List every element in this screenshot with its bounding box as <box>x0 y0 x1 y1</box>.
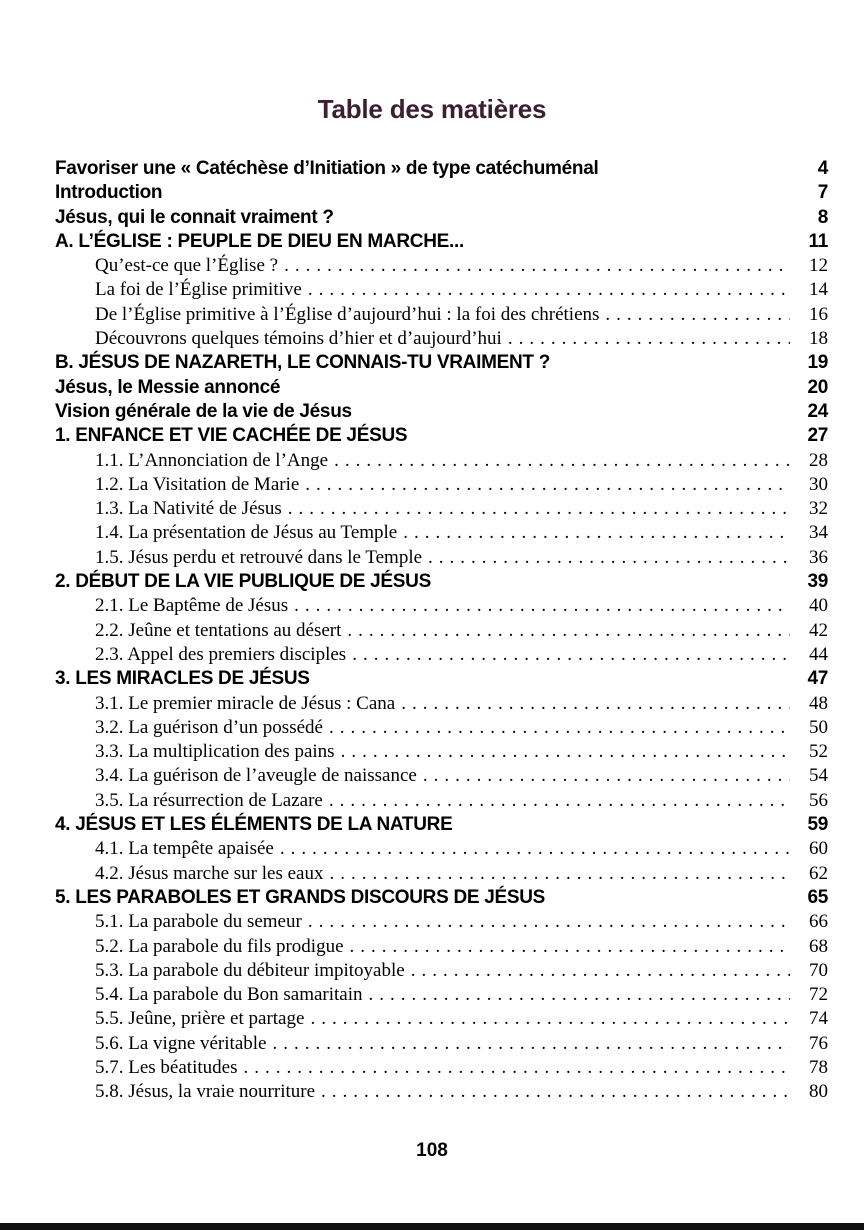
toc-entry-label: 5.1. La parabole du semeur <box>95 911 302 933</box>
toc-entry-label: 5. LES PARABOLES ET GRANDS DISCOURS DE JÉSUS <box>55 886 546 908</box>
dot-leader <box>288 594 790 618</box>
toc-entry-label: 1.1. L’Annonciation de l’Ange <box>95 449 329 471</box>
toc-entry <box>55 570 828 594</box>
footer-page-number: 108 <box>416 1140 448 1161</box>
toc-entry-label: 3.2. La guérison d’un possédé <box>95 716 323 738</box>
toc-entry <box>55 594 828 618</box>
toc-entry-page-number: 7 <box>817 182 828 204</box>
toc-entry-page-number: 39 <box>807 571 828 593</box>
toc-entry <box>55 667 828 691</box>
toc-entry-page-number: 20 <box>807 376 828 398</box>
toc-entry <box>55 740 828 764</box>
toc-entry-label: A. L’ÉGLISE : PEUPLE DE DIEU EN MARCHE... <box>55 230 464 252</box>
toc-entry-label: 2.3. Appel des premiers disciples <box>95 643 347 665</box>
toc-entry-label: 3.3. La multiplication des pains <box>95 741 335 763</box>
toc-entry-label: 4. JÉSUS ET LES ÉLÉMENTS DE LA NATURE <box>55 814 453 836</box>
toc-entry-label: 3.5. La résurrection de Lazare <box>95 789 323 811</box>
toc-entry-label: 3. LES MIRACLES DE JÉSUS <box>55 668 310 690</box>
toc-entry-page-number: 36 <box>809 546 828 568</box>
dot-leader <box>344 935 790 959</box>
toc-entry-label: 3.4. La guérison de l’aveugle de naissance <box>95 765 417 787</box>
toc-entry <box>55 449 828 473</box>
toc-entry-page-number: 48 <box>809 692 828 714</box>
dot-leader <box>346 643 790 667</box>
toc-entry-page-number: 74 <box>809 1008 828 1030</box>
toc-entry-page-number: 40 <box>809 595 828 617</box>
dot-leader <box>363 983 790 1007</box>
toc-entry-label: 5.6. La vigne véritable <box>95 1032 267 1054</box>
toc-entry <box>55 716 828 740</box>
toc-entry-page-number: 78 <box>809 1056 828 1078</box>
toc-entry-page-number: 19 <box>807 352 828 374</box>
dot-leader <box>323 716 790 740</box>
toc-entry-page-number: 4 <box>817 158 828 179</box>
toc-entry-page-number: 80 <box>809 1081 828 1103</box>
toc-entry-label: 5.8. Jésus, la vraie nourriture <box>95 1081 316 1103</box>
toc-entry-label: Favoriser une « Catéchèse d’Initiation » de type catéchuménal <box>55 158 599 179</box>
toc-entry <box>55 692 828 716</box>
toc-entry <box>55 983 828 1007</box>
toc-entry-label: 1. ENFANCE ET VIE CACHÉE DE JÉSUS <box>55 425 408 447</box>
toc-entry <box>55 376 828 400</box>
toc-entry-label: La foi de l’Église primitive <box>95 279 302 301</box>
toc-entry <box>55 254 828 278</box>
toc-entry-label: 2.2. Jeûne et tentations au désert <box>95 619 342 641</box>
toc-entry-label: 1.3. La Nativité de Jésus <box>95 498 282 520</box>
dot-leader <box>274 837 790 861</box>
toc-entry-page-number: 59 <box>807 814 828 836</box>
toc-entry-page-number: 42 <box>809 619 828 641</box>
dot-leader <box>599 303 790 327</box>
dot-leader <box>395 692 790 716</box>
toc-entry-label: 1.5. Jésus perdu et retrouvé dans le Temple <box>95 546 423 568</box>
toc-entry-page-number: 34 <box>809 522 828 544</box>
dot-leader <box>341 619 790 643</box>
toc-entry <box>55 278 828 302</box>
toc-entry <box>55 473 828 497</box>
toc-entry-page-number: 47 <box>807 668 828 690</box>
toc-entry-label: 5.5. Jeûne, prière et partage <box>95 1008 305 1030</box>
dot-leader <box>323 789 790 813</box>
toc-entry-label: 4.2. Jésus marche sur les eaux <box>95 862 324 884</box>
toc-entry-label: 3.1. Le premier miracle de Jésus : Cana <box>95 692 396 714</box>
toc-entry <box>55 1007 828 1031</box>
toc-entry-label: 2.1. Le Baptême de Jésus <box>95 595 289 617</box>
toc-entry <box>55 230 828 254</box>
toc-entry-label: B. JÉSUS DE NAZARETH, LE CONNAIS-TU VRAIMENT ? <box>55 352 550 374</box>
dot-leader <box>302 278 790 302</box>
dot-leader <box>328 449 790 473</box>
toc-entry-page-number: 30 <box>809 473 828 495</box>
dot-leader <box>405 959 790 983</box>
toc-entry-label: 1.2. La Visitation de Marie <box>95 473 300 495</box>
toc-entry-page-number: 68 <box>809 935 828 957</box>
toc-entry <box>55 910 828 934</box>
toc-entry-page-number: 28 <box>809 449 828 471</box>
toc-entry <box>55 813 828 837</box>
toc-entry <box>55 837 828 861</box>
toc-entry-label: 5.4. La parabole du Bon samaritain <box>95 984 363 1006</box>
toc-entry-page-number: 52 <box>809 741 828 763</box>
toc-entry-page-number: 11 <box>808 230 828 252</box>
toc-entry-page-number: 16 <box>809 303 828 325</box>
toc-entry <box>55 1056 828 1080</box>
toc-entry-page-number: 44 <box>809 643 828 665</box>
toc-entry <box>55 206 828 230</box>
toc-entry-page-number: 76 <box>809 1032 828 1054</box>
toc-entry-label: De l’Église primitive à l’Église d’aujourd’hui : la foi des chrétiens <box>95 303 600 325</box>
toc-entry-page-number: 56 <box>809 789 828 811</box>
dot-leader <box>397 521 790 545</box>
toc-entry-label: 5.7. Les béatitudes <box>95 1056 238 1078</box>
dot-leader <box>302 910 790 934</box>
toc-entry-label: Jésus, qui le connait vraiment ? <box>55 206 334 228</box>
dot-leader <box>335 740 790 764</box>
toc-entry-page-number: 72 <box>809 984 828 1006</box>
toc-entry <box>55 789 828 813</box>
toc-entry-label: 2. DÉBUT DE LA VIE PUBLIQUE DE JÉSUS <box>55 571 431 593</box>
toc-entry <box>55 1080 828 1104</box>
toc-entry-label: Vision générale de la vie de Jésus <box>55 400 352 422</box>
toc-entry <box>55 764 828 788</box>
toc-entry-page-number: 27 <box>807 425 828 447</box>
page-title: Table des matières <box>317 94 547 124</box>
toc-entry <box>55 327 828 351</box>
toc-entry-page-number: 12 <box>809 255 828 277</box>
toc-entry <box>55 935 828 959</box>
toc-entry <box>55 400 828 424</box>
toc-entry <box>55 181 828 205</box>
toc-entry-page-number: 70 <box>809 959 828 981</box>
toc-entry <box>55 1032 828 1056</box>
toc-entry-label: Découvrons quelques témoins d’hier et d’aujourd’hui <box>95 328 502 350</box>
toc-entry <box>55 497 828 521</box>
toc-entry <box>55 157 828 181</box>
toc-entry <box>55 886 828 910</box>
toc-entry <box>55 643 828 667</box>
toc-entry <box>55 619 828 643</box>
toc-entry-label: Jésus, le Messie annoncé <box>55 376 281 398</box>
toc-entry-page-number: 60 <box>809 838 828 860</box>
toc-entry-page-number: 66 <box>809 911 828 933</box>
dot-leader <box>502 327 790 351</box>
scan-edge-bar <box>0 1223 864 1230</box>
toc-entry <box>55 521 828 545</box>
toc-entry-page-number: 65 <box>807 886 828 908</box>
toc-entry-label: 1.4. La présentation de Jésus au Temple <box>95 522 398 544</box>
dot-leader <box>299 473 790 497</box>
dot-leader <box>282 497 790 521</box>
toc-entry-page-number: 24 <box>807 400 828 422</box>
toc-entry <box>55 424 828 448</box>
dot-leader <box>417 764 790 788</box>
dot-leader <box>278 254 790 278</box>
toc-entry-page-number: 50 <box>809 716 828 738</box>
toc-entry <box>55 546 828 570</box>
toc-entry-label: 4.1. La tempête apaisée <box>95 838 274 860</box>
toc-entry <box>55 303 828 327</box>
toc-entry <box>55 351 828 375</box>
toc-entry-page-number: 62 <box>809 862 828 884</box>
dot-leader <box>304 1007 790 1031</box>
toc-entry-label: Introduction <box>55 182 163 204</box>
toc-entry-label: 5.2. La parabole du fils prodigue <box>95 935 344 957</box>
table-of-contents <box>55 157 828 1105</box>
dot-leader <box>422 546 790 570</box>
dot-leader <box>315 1080 790 1104</box>
toc-entry-label: 5.3. La parabole du débiteur impitoyable <box>95 959 405 981</box>
toc-entry-label: Qu’est-ce que l’Église ? <box>95 255 279 277</box>
toc-entry-page-number: 14 <box>809 279 828 301</box>
dot-leader <box>266 1032 790 1056</box>
toc-entry-page-number: 54 <box>809 765 828 787</box>
toc-entry-page-number: 8 <box>817 206 828 228</box>
toc-entry-page-number: 18 <box>809 328 828 350</box>
dot-leader <box>323 862 790 886</box>
toc-entry <box>55 959 828 983</box>
toc-entry-page-number: 32 <box>809 498 828 520</box>
dot-leader <box>237 1056 790 1080</box>
toc-entry <box>55 862 828 886</box>
